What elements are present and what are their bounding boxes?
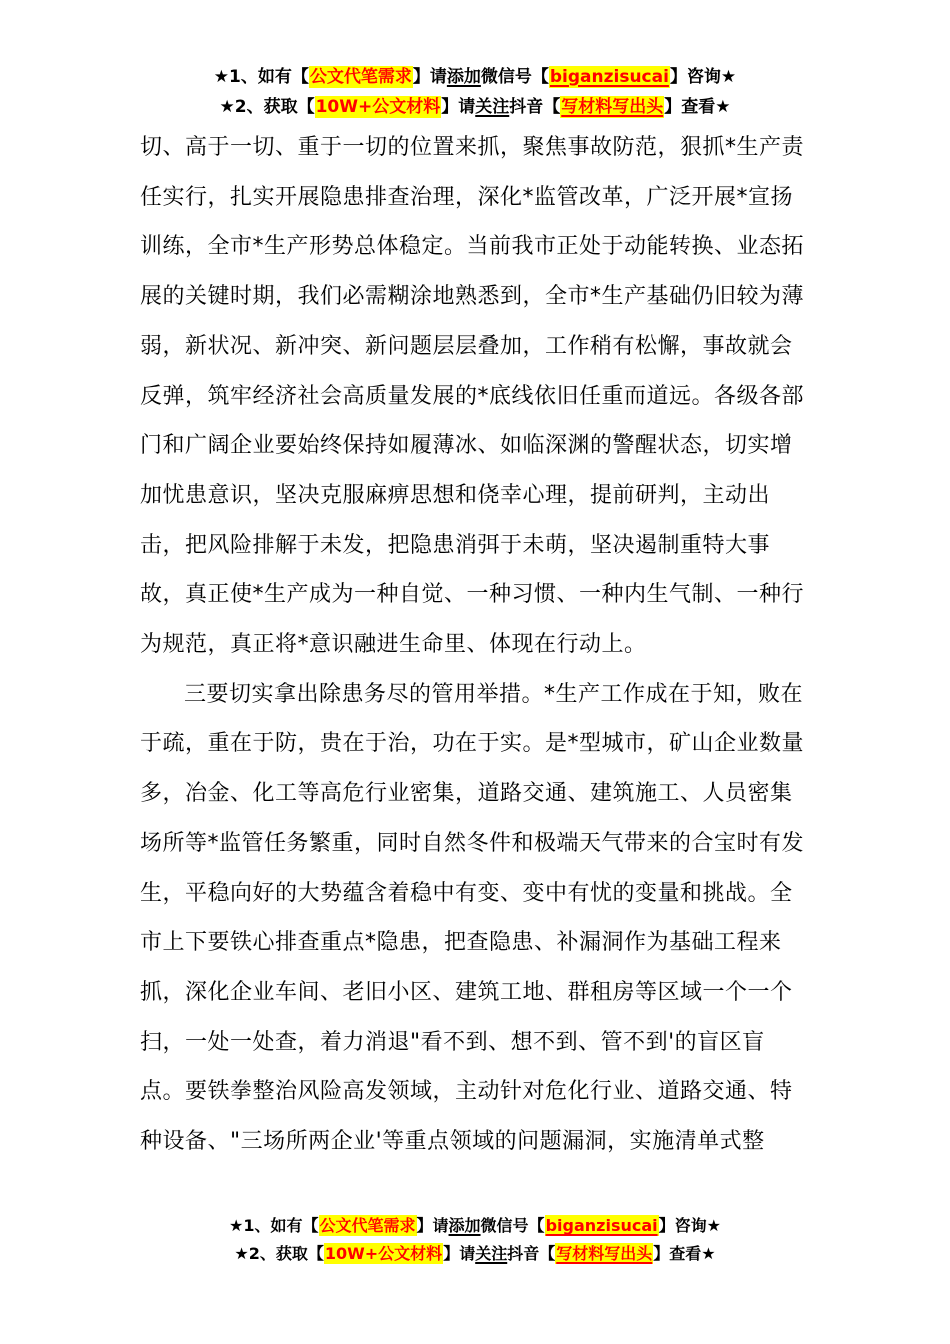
text-line: 多，冶金、化工等高危行业密集，道路交通、建筑施工、人员密集: [140, 781, 793, 807]
highlighted-keyword: 写材料写出头: [561, 97, 664, 117]
text-line: 门和广阔企业要始终保持如履薄冰、如临深渊的警醒状态，切实增: [140, 433, 793, 459]
text-line: 弱，新状况、新冲突、新问题层层叠加，工作稍有松懈，事故就会: [140, 333, 793, 359]
promo-text: 微信号【: [480, 1216, 545, 1235]
promo-line: [0, 62, 950, 92]
promo-line: [0, 1212, 950, 1240]
promo-text: ★2、获取【: [234, 1244, 324, 1263]
text-line: 于疏，重在于防，贵在于治，功在于实。是*型城市，矿山企业数量: [140, 731, 805, 757]
text-line: 展的关键时期，我们必需糊涂地熟悉到，全市*生产基础仍旧较为薄: [140, 284, 805, 310]
highlighted-keyword: biganzisucai: [549, 67, 669, 87]
promo-line: [0, 1240, 950, 1268]
promo-text: 】查看★: [664, 97, 731, 117]
highlighted-keyword: 公文代笔需求: [319, 1216, 416, 1235]
promo-text: 】查看★: [653, 1244, 716, 1263]
highlighted-keyword: 写材料写出头: [556, 1244, 653, 1263]
underlined-action-word: 关注: [475, 97, 510, 117]
highlighted-keyword: 10W+公文材料: [324, 1244, 443, 1263]
text-line: 击，把风险排解于未发，把隐患消弭于未萌，坚决遏制重特大事: [140, 532, 771, 558]
promo-header: [0, 62, 950, 122]
text-line: 场所等*监管任务繁重，同时自然冬件和极端天气带来的合宝时有发: [140, 830, 805, 856]
promo-text: 】请: [443, 1244, 476, 1263]
promo-text: 抖音【: [509, 97, 561, 117]
text-line: 加忧患意识，坚决克服麻痹思想和侥幸心理，提前研判，主动出: [140, 482, 771, 508]
promo-text: 】咨询★: [669, 67, 737, 87]
underlined-action-word: 添加: [446, 67, 481, 87]
paragraph: [140, 123, 816, 670]
highlighted-keyword: 公文代笔需求: [309, 67, 412, 87]
text-line: 扫，一处一处查，着力消退"看不到、想不到、管不到'的盲区盲: [140, 1029, 765, 1055]
underlined-action-word: 关注: [475, 1244, 508, 1263]
text-line: 种设备、"三场所两企业'等重点领域的问题漏洞，实施清单式整: [140, 1129, 765, 1155]
promo-text: 抖音【: [507, 1244, 556, 1263]
text-line: 反弹，筑牢经济社会高质量发展的*底线依旧任重而道远。各级各部: [140, 383, 805, 409]
promo-text: 】请: [441, 97, 476, 117]
promo-text: ★2、获取【: [219, 97, 315, 117]
text-line: 切、高于一切、重于一切的位置来抓，聚焦事故防范，狠抓*生产责: [140, 135, 805, 160]
highlighted-keyword: biganzisucai: [545, 1216, 658, 1235]
promo-text: 】请: [416, 1216, 449, 1235]
promo-text: ★1、如有【: [229, 1216, 319, 1235]
promo-text: 】咨询★: [658, 1216, 721, 1235]
document-body: [140, 123, 816, 1167]
promo-line: [0, 92, 950, 122]
text-line: 生，平稳向好的大势蕴含着稳中有变、变中有忧的变量和挑战。全: [140, 880, 793, 906]
underlined-action-word: 添加: [448, 1216, 481, 1235]
text-line: 点。要铁拳整治风险高发领域，主动针对危化行业、道路交通、特: [140, 1079, 793, 1105]
paragraph: [140, 670, 816, 1167]
highlighted-keyword: 10W+公文材料: [315, 97, 441, 117]
text-line: 三要切实拿出除患务尽的管用举措。*生产工作成在于知，败在: [184, 681, 804, 707]
promo-text: 微信号【: [480, 67, 549, 87]
promo-footer: [0, 1212, 950, 1268]
text-line: 故，真正使*生产成为一种自觉、一种习惯、一种内生气制、一种行: [140, 582, 805, 608]
text-line: 任实行，扎实开展隐患排查治理，深化*监管改革，广泛开展*宣扬: [140, 184, 794, 210]
promo-text: 】请: [412, 67, 447, 87]
promo-text: ★1、如有【: [213, 67, 309, 87]
text-line: 为规范，真正将*意识融进生命里、体现在行动上。: [140, 632, 647, 658]
text-line: 训练，全市*生产形势总体稳定。当前我市正处于动能转换、业态拓: [140, 234, 805, 260]
text-line: 抓，深化企业车间、老旧小区、建筑工地、群租房等区域一个一个: [140, 979, 793, 1005]
text-line: 市上下要铁心排查重点*隐患，把查隐患、补漏洞作为基础工程来: [140, 930, 782, 956]
